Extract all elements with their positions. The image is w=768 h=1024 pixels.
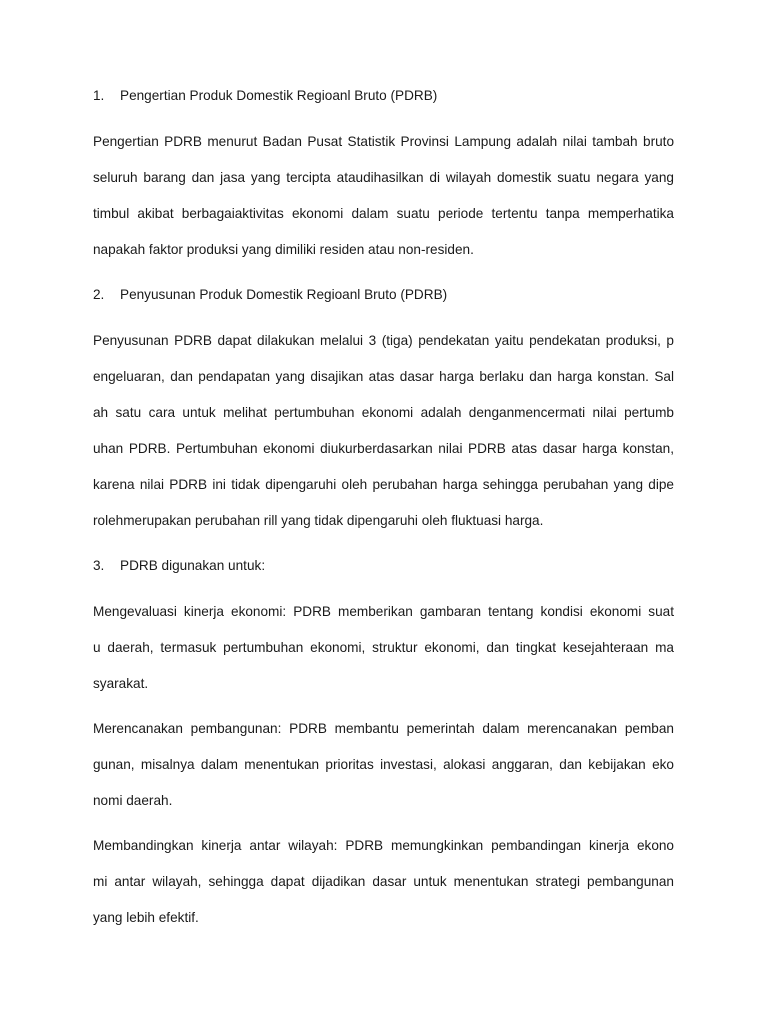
section-title: Penyusunan Produk Domestik Regioanl Bruto (PDRB) (120, 287, 448, 302)
text-line: gunan, misalnya dalam menentukan prioritas investasi, alokasi anggaran, dan kebijakan eko (93, 757, 674, 772)
paragraph-evaluate-economy (93, 602, 674, 694)
text-line: Mengevaluasi kinerja ekonomi: PDRB memberikan gambaran tentang kondisi ekonomi suat (93, 604, 674, 619)
paragraph-plan-development (93, 719, 674, 811)
text-line: seluruh barang dan jasa yang tercipta ataudihasilkan di wilayah domestik suatu negara yang (93, 170, 674, 185)
paragraph-compare-regions (93, 836, 674, 928)
text-line: nomi daerah. (93, 793, 173, 808)
text-line: Merencanakan pembangunan: PDRB membantu pemerintah dalam merencanakan pemban (93, 721, 674, 736)
text-line: mi antar wilayah, sehingga dapat dijadikan dasar untuk menentukan strategi pembangunan (93, 874, 674, 889)
text-line: rolehmerupakan perubahan rill yang tidak dipengaruhi oleh fluktuasi harga. (93, 513, 544, 528)
text-line: Pengertian PDRB menurut Badan Pusat Statistik Provinsi Lampung adalah nilai tambah bruto (93, 134, 674, 149)
text-line: karena nilai PDRB ini tidak dipengaruhi oleh perubahan harga sehingga perubahan yang dipe (93, 477, 674, 492)
text-line: Membandingkan kinerja antar wilayah: PDRB memungkinkan pembandingan kinerja ekono (93, 838, 674, 853)
section-heading-3 (93, 556, 674, 576)
paragraph-pdrb-definition (93, 132, 674, 260)
text-line: Penyusunan PDRB dapat dilakukan melalui 3 (tiga) pendekatan yaitu pendekatan produksi, p (93, 333, 674, 348)
section-title: Pengertian Produk Domestik Regioanl Bruto (PDRB) (120, 88, 438, 103)
text-line: timbul akibat berbagaiaktivitas ekonomi dalam suatu periode tertentu tanpa memperhatika (93, 206, 674, 221)
text-line: u daerah, termasuk pertumbuhan ekonomi, struktur ekonomi, dan tingkat kesejahteraan ma (93, 640, 674, 655)
section-number: 3. (93, 558, 105, 573)
text-line: napakah faktor produksi yang dimiliki residen atau non-residen. (93, 242, 474, 257)
section-number: 1. (93, 88, 105, 103)
section-title: PDRB digunakan untuk: (120, 558, 266, 573)
section-heading-2 (93, 285, 674, 305)
paragraph-pdrb-preparation (93, 331, 674, 531)
section-number: 2. (93, 287, 105, 302)
text-line: yang lebih efektif. (93, 910, 199, 925)
text-line: engeluaran, dan pendapatan yang disajikan atas dasar harga berlaku dan harga konstan. Sal (93, 369, 674, 384)
text-line: uhan PDRB. Pertumbuhan ekonomi diukurberdasarkan nilai PDRB atas dasar harga konstan, (93, 441, 674, 456)
text-line: ah satu cara untuk melihat pertumbuhan ekonomi adalah denganmencermati nilai pertumb (93, 405, 674, 420)
section-heading-1 (93, 86, 674, 106)
text-line: syarakat. (93, 676, 149, 691)
